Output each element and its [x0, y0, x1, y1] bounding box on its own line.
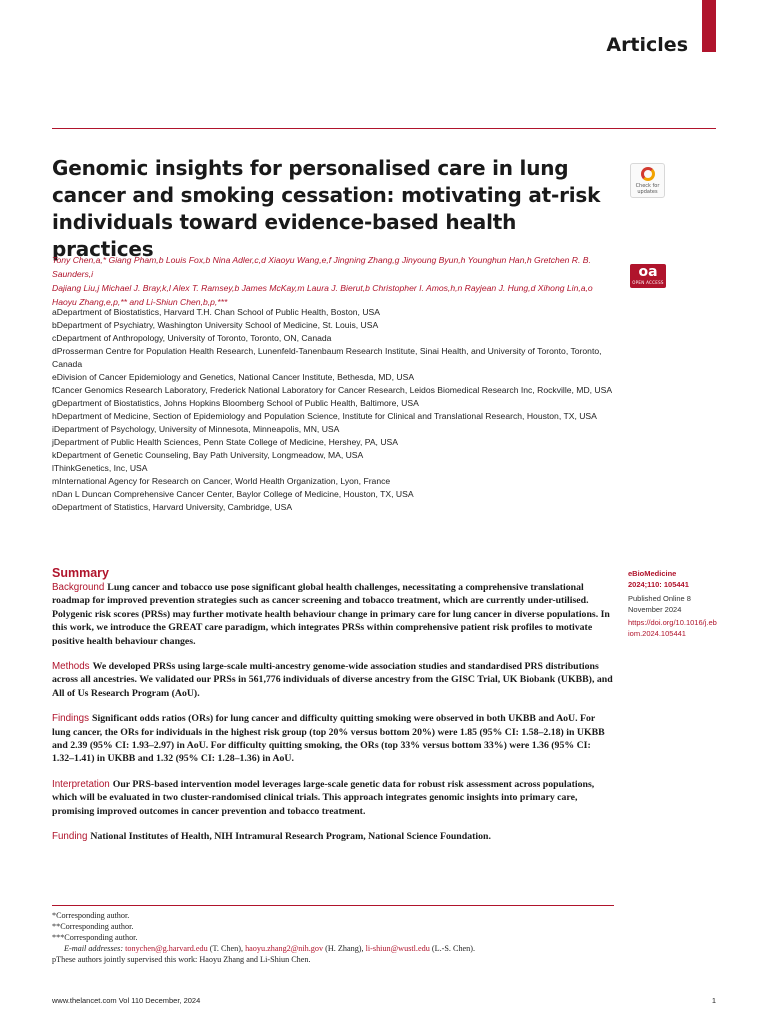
footnote-divider [52, 905, 614, 906]
affiliation-item: hDepartment of Medicine, Section of Epidemiology and Population Science, Institute for Clinical and Translational Research, Houston, TX, USA [52, 411, 597, 421]
email-owner: (L.-S. Chen). [431, 944, 476, 953]
summary-heading: Summary [52, 566, 109, 580]
check-updates-icon [641, 167, 655, 181]
check-for-updates-badge[interactable] [630, 163, 665, 198]
affiliation-item: jDepartment of Public Health Sciences, Penn State College of Medicine, Hershey, PA, USA [52, 437, 398, 447]
summary-section [52, 566, 614, 856]
author-line[interactable]: Dajiang Liu,j Michael J. Bray,k,l Alex T. Ramsey,b James McKay,m Laura J. Bierut,b Christopher I. Amos,h,n Rayjean J. Hung,d Xihong Lin,a,o [52, 283, 593, 293]
footer-journal-info[interactable]: www.thelancet.com Vol 110 December, 2024 [52, 996, 201, 1005]
email-link[interactable]: tonychen@g.harvard.edu [125, 944, 208, 953]
background-text: Lung cancer and tobacco use pose significant global health challenges, necessitating a comprehensive translational roadmap for improved prevention strategies such as cancer screening and tobacco treatment, which are currently under-utilised. Polygenic risk scores (PRSs) may further motivate health behaviour change in primary care for lung cancer in diverse populations. In this work, we introduce the GREAT care paradigm, which integrates PRSs within comprehensive patient risk profiles to motivate positive health behaviour changes. [52, 582, 610, 647]
interpretation-label: Interpretation [52, 778, 110, 790]
affiliation-item: mInternational Agency for Research on Cancer, World Health Organization, Lyon, France [52, 476, 391, 486]
email-label: E-mail addresses: [64, 944, 124, 953]
author-line[interactable]: Haoyu Zhang,e,p,** and Li-Shiun Chen,b,p,*** [52, 297, 228, 307]
check-updates-label: Check for updates [635, 183, 660, 195]
affiliation-item: dProsserman Centre for Population Health Research, Lunenfeld-Tanenbaum Research Institute, Sinai Health, and University of Toronto, Toronto, Canada [52, 346, 602, 369]
published-online-date: Published Online 8 November 2024 [628, 594, 691, 614]
email-owner: (T. Chen), [209, 944, 244, 953]
summary-funding [52, 830, 614, 843]
email-owner: (H. Zhang), [325, 944, 364, 953]
summary-background [52, 581, 614, 648]
affiliation-item: cDepartment of Anthropology, University of Toronto, Toronto, ON, Canada [52, 333, 332, 343]
affiliation-item: oDepartment of Statistics, Harvard University, Cambridge, USA [52, 502, 293, 512]
email-addresses [52, 943, 614, 954]
affiliation-item: bDepartment of Psychiatry, Washington University School of Medicine, St. Louis, USA [52, 320, 379, 330]
summary-methods [52, 660, 614, 700]
affiliation-list [52, 306, 617, 514]
affiliation-item: aDepartment of Biostatistics, Harvard T.H. Chan School of Public Health, Boston, USA [52, 307, 380, 317]
open-access-badge [630, 264, 666, 288]
open-access-icon: oa [638, 264, 658, 280]
corresponding-author-note: *Corresponding author. [52, 911, 130, 920]
top-accent-bar [702, 0, 716, 52]
methods-text: We developed PRSs using large-scale multi-ancestry genome-wide association studies and standardised PRS distributions across all ancestries. We validated our PRSs in 561,776 individuals of diverse ancestry from the GISC Trial, UK Biobank (UKBB), and All of Us Research Program (AoU). [52, 661, 613, 699]
background-label: Background [52, 582, 105, 593]
affiliation-item: gDepartment of Biostatistics, Johns Hopkins Bloomberg School of Public Health, Baltimore, USA [52, 398, 419, 408]
funding-text: National Institutes of Health, NIH Intramural Research Program, National Science Foundation. [90, 831, 491, 843]
author-list [52, 253, 617, 309]
corresponding-author-note: **Corresponding author. [52, 922, 134, 931]
summary-interpretation [52, 778, 614, 818]
header-divider [52, 128, 716, 129]
journal-name: eBioMedicine [628, 569, 677, 578]
section-label: Articles [606, 34, 688, 56]
summary-findings [52, 712, 614, 766]
journal-sidebar [628, 568, 718, 639]
methods-label: Methods [52, 661, 90, 673]
interpretation-text: Our PRS-based intervention model leverages large-scale genetic data for robust risk assessment across populations, which will be evaluated in two cluster-randomised clinical trials. This approach integrates genomic insights into primary care, promising improved outcomes in cancer prevention and tobacco treatment. [52, 778, 595, 817]
doi-link[interactable]: https://doi.org/10.1016/j.ebiom.2024.105441 [628, 618, 717, 638]
affiliation-item: iDepartment of Psychology, University of Minnesota, Minneapolis, MN, USA [52, 424, 340, 434]
open-access-label: OPEN ACCESS [632, 280, 664, 285]
article-title: Genomic insights for personalised care in lung cancer and smoking cessation: motivating at-risk individuals toward evidence-based health practices [52, 156, 601, 261]
affiliation-item: kDepartment of Genetic Counseling, Bay Path University, Longmeadow, MA, USA [52, 450, 364, 460]
affiliation-item: fCancer Genomics Research Laboratory, Frederick National Laboratory for Cancer Research, Leidos Biomedical Research Inc, Rockville, MD, USA [52, 385, 613, 395]
findings-label: Findings [52, 713, 90, 725]
footnotes [52, 910, 614, 965]
findings-text: Significant odds ratios (ORs) for lung cancer and difficulty quitting smoking were observed in both UKBB and AoU. For lung cancer, the ORs for individuals in the highest risk group (top 20% versus bottom 20%) were 1.85 (95% CI: 1.58–2.18) in UKBB and 2.39 (95% CI: 1.93–2.97) in AoU. For difficulty quitting smoking, the ORs (top 33% versus bottom 33%) were 1.36 (95% CI: 1.32–1.41) in UKBB and 1.32 (95% CI: 1.28–1.36) in AoU. [52, 713, 605, 765]
affiliation-item: eDivision of Cancer Epidemiology and Genetics, National Cancer Institute, Bethesda, MD, USA [52, 372, 415, 382]
funding-label: Funding [52, 831, 88, 843]
page-number: 1 [711, 996, 716, 1005]
email-link[interactable]: haoyu.zhang2@nih.gov [245, 944, 324, 953]
affiliation-item: nDan L Duncan Comprehensive Cancer Center, Baylor College of Medicine, Houston, TX, USA [52, 489, 414, 499]
corresponding-author-note: ***Corresponding author. [52, 933, 138, 942]
joint-supervision-note: pThese authors jointly supervised this work: Haoyu Zhang and Li-Shiun Chen. [52, 955, 311, 964]
affiliation-item: lThinkGenetics, Inc, USA [52, 463, 148, 473]
email-link[interactable]: li-shiun@wustl.edu [365, 944, 430, 953]
author-line[interactable]: Tony Chen,a,* Giang Pham,b Louis Fox,b Nina Adler,c,d Xiaoyu Wang,e,f Jingning Zhang,g Jinyoung Byun,h Younghun Han,h Gretchen R. B. Saunders,i [52, 255, 591, 279]
journal-volume: 2024;110: 105441 [628, 580, 689, 589]
